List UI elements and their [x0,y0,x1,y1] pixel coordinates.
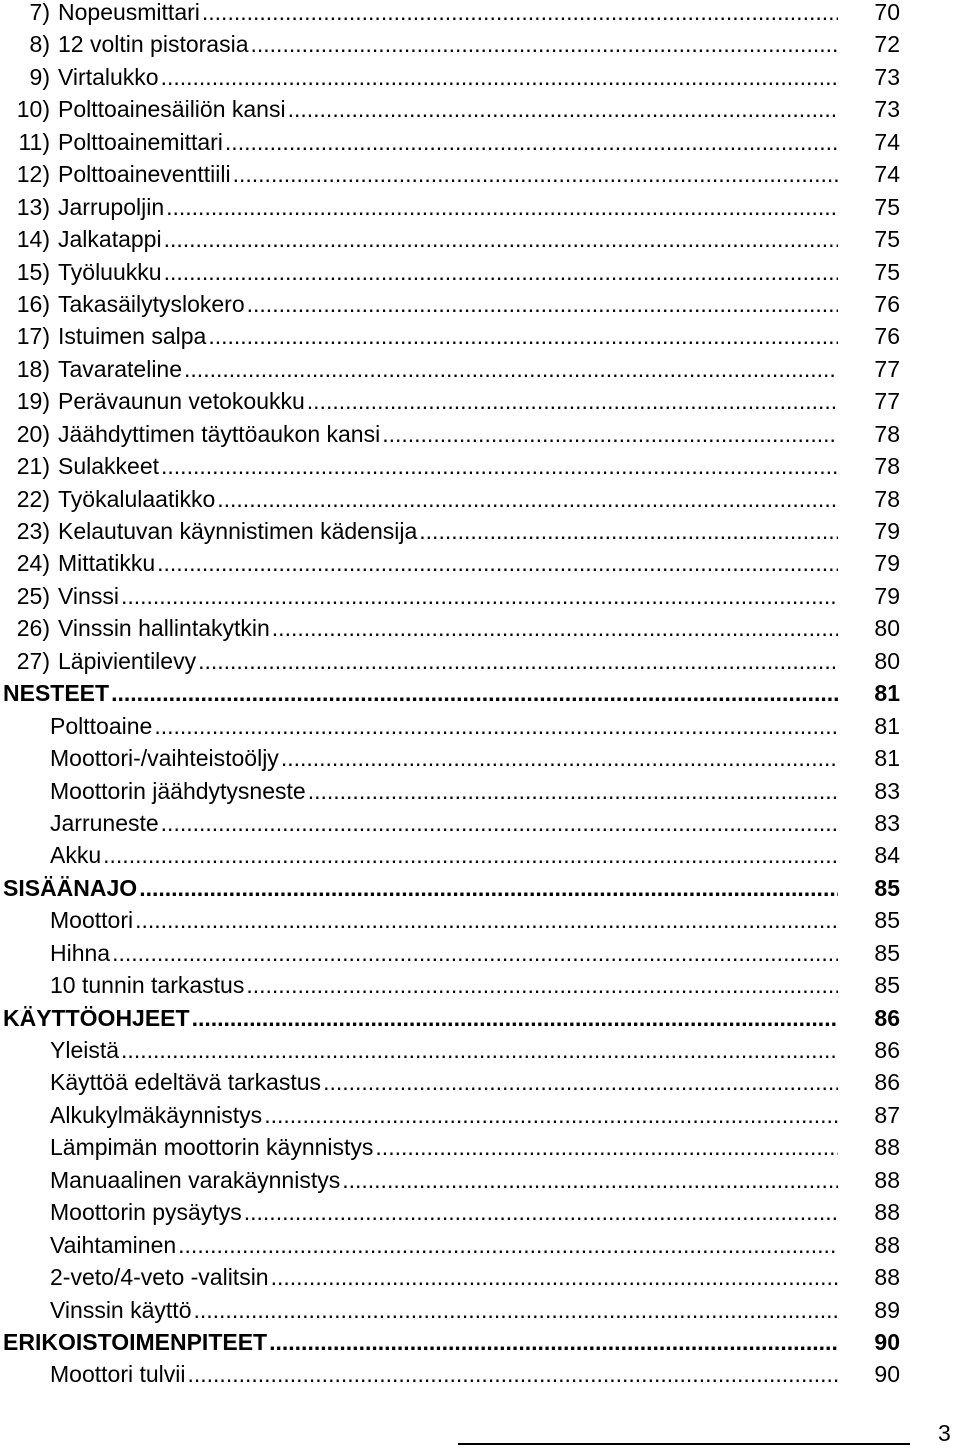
toc-entry-title: Nopeusmittari [58,0,200,25]
dot-leader [157,547,838,579]
toc-entry-number: 24) [16,550,50,577]
toc-entry-number: 18) [16,355,50,382]
page-number: 3 [938,1420,951,1446]
dot-leader [164,256,838,288]
toc-entry[interactable] [0,385,960,417]
toc-entry[interactable] [0,645,960,677]
toc-entry-page: 70 [874,0,900,25]
toc-entry-number: 11) [18,128,50,155]
dot-leader [121,580,838,612]
toc-entry-page: 90 [874,1328,900,1355]
toc-entry-number: 13) [16,193,50,220]
toc-entry-title: SISÄÄNAJO [3,874,138,901]
toc-entry-page: 85 [874,874,900,901]
toc-entry-page: 76 [874,290,900,317]
toc-entry-title: Sulakkeet [58,453,160,480]
toc-entry[interactable] [0,1099,960,1131]
toc-entry[interactable] [0,807,960,839]
toc-entry-page: 79 [874,518,900,544]
toc-entry-page: 78 [874,485,900,512]
toc-entry-title: Istuimen salpa [58,323,207,350]
toc-entry-title: Käyttöä edeltävä tarkastus [50,1069,322,1096]
dot-leader [121,1034,838,1066]
toc-entry-page: 79 [874,550,900,577]
toc-entry-title: Polttoainemittari [58,128,223,155]
dot-leader [202,0,838,28]
toc-entry-page: 85 [874,939,900,966]
toc-entry-number: 25) [16,582,50,609]
dot-leader [208,320,838,352]
toc-entry-page: 73 [874,96,900,123]
toc-entry[interactable] [0,1066,960,1098]
dot-leader [342,1164,838,1196]
toc-entry[interactable] [0,580,960,612]
toc-entry-title: Mittatikku [58,550,156,577]
toc-entry-number: 8) [29,31,50,58]
toc-entry[interactable] [0,1034,960,1066]
toc-entry[interactable] [0,418,960,450]
dot-leader [272,612,838,644]
toc-entry-number: 15) [16,258,50,285]
toc-entry[interactable] [0,612,960,644]
toc-entry-title: KÄYTTÖOHJEET [3,1004,190,1031]
toc-entry[interactable] [0,28,960,60]
toc-entry[interactable] [0,839,960,871]
toc-entry-page: 72 [874,31,900,58]
toc-entry-title: Polttoainesäiliön kansi [58,96,286,123]
toc-entry-title: Työkalulaatikko [58,485,216,512]
dot-leader [217,483,838,515]
dot-leader [244,1196,838,1228]
dot-leader [264,1099,838,1131]
toc-entry-page: 75 [874,226,900,253]
toc-entry-number: 12) [16,161,50,188]
toc-entry-title: Vinssin käyttö [50,1296,192,1323]
dot-leader [251,28,839,60]
toc-entry-title: Polttoaineventtiili [58,161,231,188]
dot-leader [308,775,838,807]
toc-section-heading[interactable] [0,872,960,904]
toc-entry-title: Alkukylmäkäynnistys [50,1101,263,1128]
toc-entry[interactable] [0,126,960,158]
toc-entry-page: 88 [874,1166,900,1193]
dot-leader [271,1261,838,1293]
dot-leader [375,1131,838,1163]
toc-entry-page: 83 [874,809,900,836]
toc-entry-title: Vinssin hallintakytkin [58,615,270,642]
toc-entry-page: 74 [874,128,900,155]
dot-leader [323,1066,838,1098]
toc-entry-title: Jarrupoljin [58,193,165,220]
toc-entry-page: 75 [874,193,900,220]
toc-entry[interactable] [0,1131,960,1163]
toc-entry-number: 14) [16,226,50,253]
toc-entry-title: NESTEET [3,680,110,707]
toc-entry-number: 23) [16,518,50,544]
toc-entry[interactable] [0,353,960,385]
toc-entry-page: 74 [874,161,900,188]
toc-entry[interactable] [0,191,960,223]
toc-entry-number: 7) [29,0,50,25]
toc-entry-page: 86 [874,1037,900,1063]
toc-entry-title: Yleistä [50,1037,120,1063]
toc-entry-title: Jalkatappi [58,226,162,253]
dot-leader [269,1326,838,1358]
toc-entry-title: Moottori [50,907,134,934]
toc-entry-page: 81 [874,712,900,739]
dot-leader [112,937,838,969]
toc-entry[interactable] [0,1164,960,1196]
dot-leader [111,677,838,709]
toc-entry-title: Moottori-/vaihteistoöljy [50,745,279,772]
toc-entry-title: Moottorin jäähdytysneste [50,777,306,804]
toc-entry[interactable] [0,547,960,579]
toc-entry[interactable] [0,61,960,93]
toc-entry-number: 10) [16,96,50,123]
dot-leader [154,710,838,742]
toc-entry-page: 89 [874,1296,900,1323]
toc-entry-page: 88 [874,1134,900,1161]
toc-entry-title: 2-veto/4-veto -valitsin [50,1264,269,1291]
toc-entry-number: 20) [16,420,50,447]
toc-entry-page: 87 [874,1101,900,1128]
dot-leader [247,288,838,320]
dot-leader [419,515,838,547]
dot-leader [382,418,838,450]
toc-entry-title: Moottori tulvii [50,1361,186,1388]
toc-entry-title: Työluukku [58,258,162,285]
toc-entry[interactable] [0,710,960,742]
toc-section-heading[interactable] [0,677,960,709]
toc-entry[interactable] [0,288,960,320]
toc-entry-page: 84 [874,842,900,869]
toc-entry-title: Tavarateline [58,355,183,382]
toc-entry-title: ERIKOISTOIMENPITEET [3,1328,268,1355]
toc-entry-number: 16) [16,290,50,317]
toc-entry-page: 86 [874,1004,900,1031]
toc-entry[interactable] [0,223,960,255]
toc-entry[interactable] [0,742,960,774]
dot-leader [178,1229,838,1261]
toc-entry-page: 76 [874,323,900,350]
toc-entry-number: 19) [16,388,50,415]
toc-entry-page: 78 [874,453,900,480]
toc-entry-title: 10 tunnin tarkastus [50,972,245,999]
dot-leader [103,839,838,871]
toc-entry-title: 12 voltin pistorasia [58,31,249,58]
dot-leader [192,1002,838,1034]
toc-entry-page: 86 [874,1069,900,1096]
toc-entry[interactable] [0,320,960,352]
toc-entry[interactable] [0,969,960,1001]
toc-entry[interactable] [0,483,960,515]
toc-entry-title: Vinssi [58,582,119,609]
dot-leader [198,645,838,677]
toc-entry-page: 77 [874,355,900,382]
toc-entry-page: 75 [874,258,900,285]
dot-leader [161,61,838,93]
toc-entry-page: 83 [874,777,900,804]
dot-leader [166,191,838,223]
dot-leader [187,1358,838,1390]
toc-entry-number: 17) [16,323,50,350]
toc-entry-title: Virtalukko [58,63,159,90]
toc-entry[interactable] [0,158,960,190]
dot-leader [281,742,838,774]
toc-entry-title: Jäähdyttimen täyttöaukon kansi [58,420,381,447]
dot-leader [288,93,838,125]
dot-leader [164,223,838,255]
toc-entry[interactable] [0,1294,960,1326]
dot-leader [161,807,838,839]
dot-leader [246,969,838,1001]
dot-leader [161,450,838,482]
toc-entry-page: 81 [874,680,900,707]
toc-entry-title: Takasäilytyslokero [58,290,245,317]
dot-leader [193,1294,838,1326]
toc-entry-title: Moottorin pysäytys [50,1199,242,1226]
toc-entry-page: 79 [874,582,900,609]
toc-section-heading[interactable] [0,1002,960,1034]
dot-leader [233,158,838,190]
toc-entry-title: Vaihtaminen [50,1231,177,1258]
dot-leader [135,904,838,936]
toc-entry[interactable] [0,1229,960,1261]
toc-entry-title: Akku [50,842,102,869]
toc-entry-page: 88 [874,1199,900,1226]
dot-leader [139,872,838,904]
toc-entry-title: Kelautuvan käynnistimen kädensija [58,518,418,544]
footer-rule [458,1443,910,1445]
toc-entry[interactable] [0,256,960,288]
toc-entry-page: 88 [874,1264,900,1291]
toc-entry[interactable] [0,450,960,482]
toc-entry-title: Läpivientilevy [58,647,197,674]
toc-entry-title: Hihna [50,939,111,966]
toc-entry-number: 9) [29,63,50,90]
toc-entry-title: Perävaunun vetokoukku [58,388,305,415]
toc-section-heading[interactable] [0,1326,960,1358]
toc-entry-page: 88 [874,1231,900,1258]
toc-entry[interactable] [0,1261,960,1293]
toc-entry-number: 26) [16,615,50,642]
toc-entry[interactable] [0,775,960,807]
dot-leader [184,353,838,385]
toc-entry-page: 90 [874,1361,900,1388]
toc-entry-page: 85 [874,972,900,999]
toc-entry[interactable] [0,904,960,936]
toc-entry-number: 27) [16,647,50,674]
toc-entry-page: 80 [874,615,900,642]
toc-entry-page: 81 [874,745,900,772]
toc-entry-page: 77 [874,388,900,415]
toc-entry[interactable] [0,1196,960,1228]
toc-entry[interactable] [0,515,960,547]
dot-leader [307,385,838,417]
toc-entry-title: Manuaalinen varakäynnistys [50,1166,341,1193]
toc-entry-number: 21) [16,453,50,480]
toc-entry[interactable] [0,1358,960,1390]
toc-entry[interactable] [0,937,960,969]
dot-leader [225,126,838,158]
toc-entry-page: 73 [874,63,900,90]
toc-entry-page: 85 [874,907,900,934]
toc-entry-page: 78 [874,420,900,447]
toc-entry[interactable] [0,93,960,125]
toc-entry[interactable] [0,0,960,28]
toc-entry-page: 80 [874,647,900,674]
toc-entry-title: Polttoaine [50,712,153,739]
toc-entry-title: Lämpimän moottorin käynnistys [50,1134,374,1161]
toc-entry-number: 22) [16,485,50,512]
toc-entry-title: Jarruneste [50,809,159,836]
